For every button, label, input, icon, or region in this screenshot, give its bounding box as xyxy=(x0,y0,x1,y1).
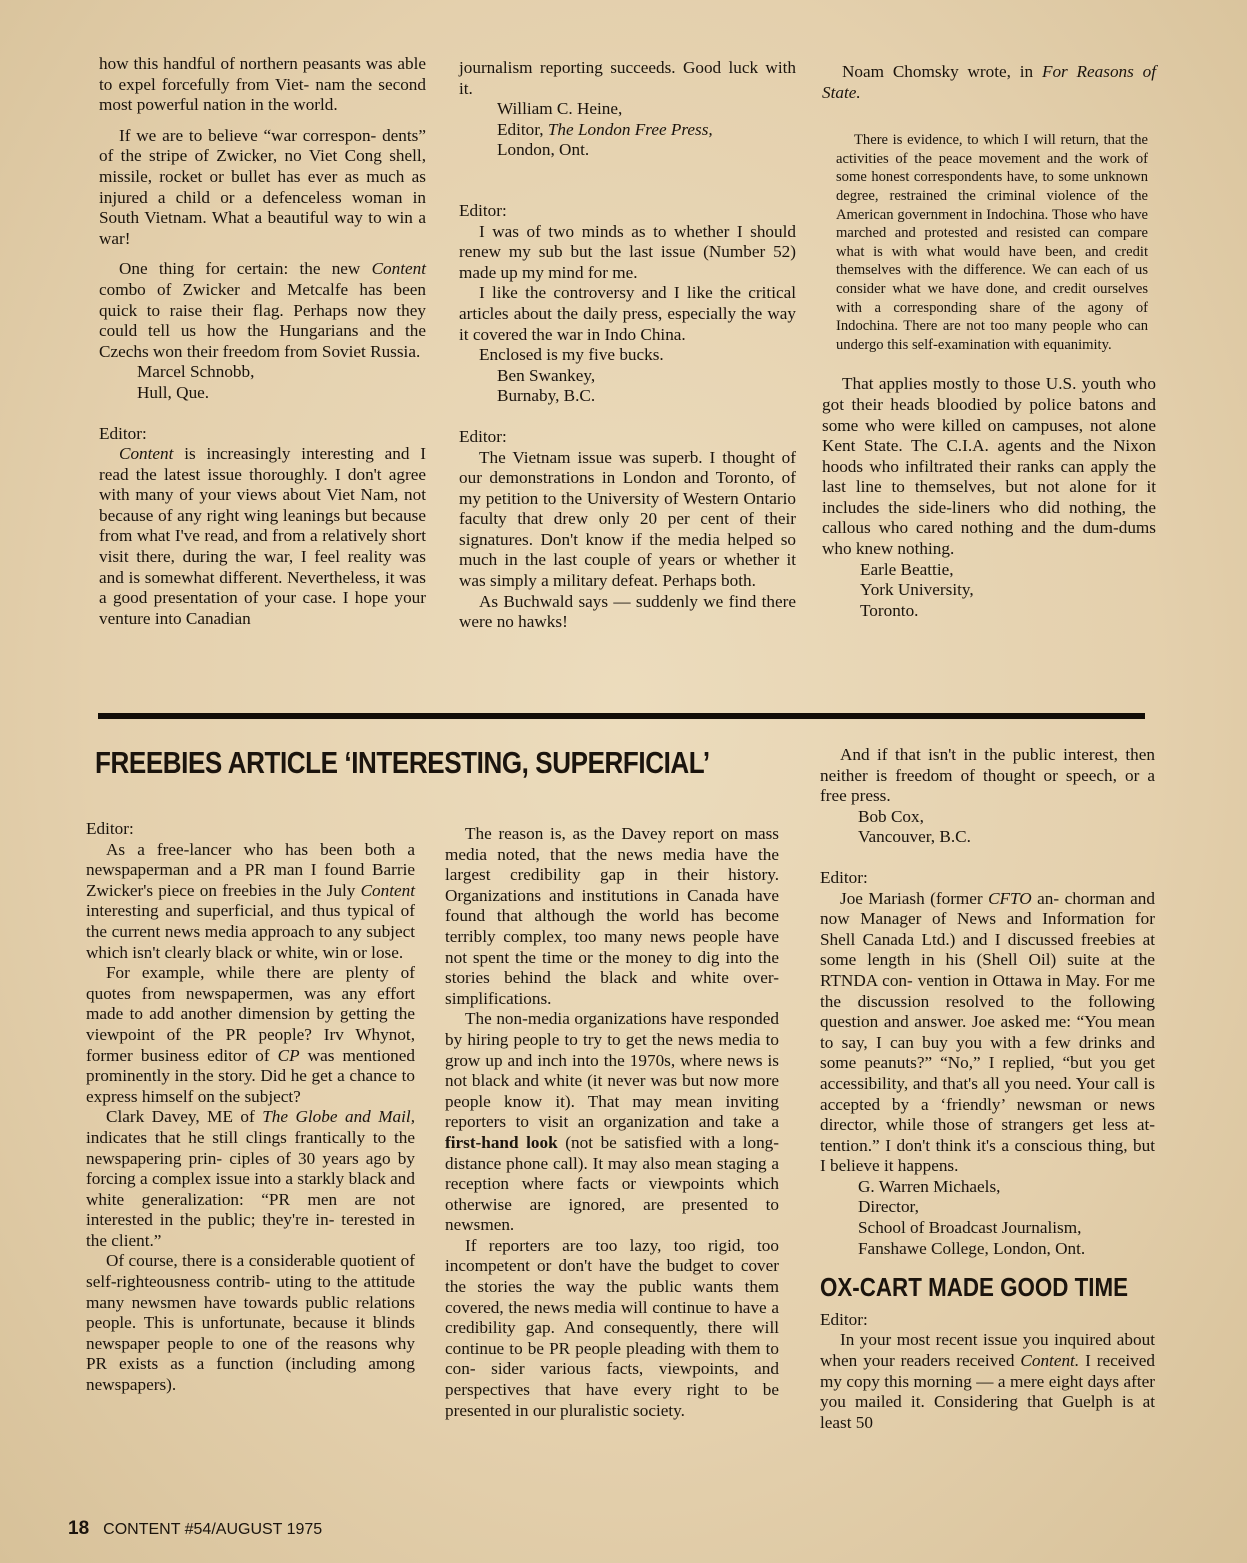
signature-affiliation: School of Broadcast Journalism, xyxy=(858,1218,1082,1238)
signature-location: Fanshawe College, London, Ont. xyxy=(858,1238,1086,1258)
paragraph: For example, while there are plenty of quotes from newspapermen, was any effort made to add another dimension by getting the viewpoint of the PR people? Irv Whynot, former business editor of CP was mentioned prominently in the story. Did he get a chance to express himself on the subject? xyxy=(86,963,415,1106)
paragraph: Noam Chomsky wrote, in For Reasons of State. xyxy=(822,62,1157,102)
block-quote: There is evidence, to which I will return, that the activities of the peace movement and the work of some honest correspondents have, to some unknown degree, restrained the criminal violence of the American government in Indochina. Those who have marched and protested and resisted can compare what is with what would have been, and credit themselves with the difference. We can each of us consider what we have done, and credit ourselves with a corresponding share of the agony of Indochina. There are not too many people who can undergo this self-examination with equanimity. xyxy=(836,132,1148,353)
editor-salutation: Editor: xyxy=(459,426,507,446)
signature-location: Toronto. xyxy=(860,600,919,620)
paragraph: Enclosed is my five bucks. xyxy=(479,345,664,365)
signature-title: Director, xyxy=(858,1197,919,1217)
editor-salutation: Editor: xyxy=(820,867,868,887)
section-divider xyxy=(98,713,1145,719)
issue-info: CONTENT #54/AUGUST 1975 xyxy=(103,1521,323,1538)
paragraph: Of course, there is a considerable quotient of self-righteousness contrib- uting to the attitude many newsmen have towards public relations people. This is unfortunate, because it blinds newspaper people to one of the reasons why PR exists as a function (including among newspapers). xyxy=(86,1251,415,1395)
article-headline: FREEBIES ARTICLE ‘INTERESTING, SUPERFICIAL’ xyxy=(95,745,710,780)
paragraph: In your most recent issue you inquired about when your readers received Content. I received my copy this morning — a mere eight days after you mailed it. Considering that Guelph is at least 50 xyxy=(820,1330,1155,1432)
signature-name: Earle Beattie, xyxy=(860,559,954,579)
paragraph: journalism reporting succeeds. Good luck with it. xyxy=(459,58,796,98)
signature-name: Bob Cox, xyxy=(858,806,924,826)
paragraph: The non-media organizations have responded by hiring people to try to get the news media to grow up and inch into the 1970s, where news is not black and white (it never was but now more people know it). That may mean inviting reporters to visit an organization and take a first-hand look (not be satisfied with a long-distance phone call). It may also mean staging a reception where facts or viewpoints which otherwise are ignored, are presented to newsmen. xyxy=(445,1009,779,1235)
signature-name: Ben Swankey, xyxy=(497,365,596,385)
signature-name: G. Warren Michaels, xyxy=(858,1176,1001,1196)
paragraph: The Vietnam issue was superb. I thought of our demonstrations in London and Toronto, of my petition to the University of Western Ontario faculty that drew only 20 per cent of their signatures. Don't know if the media helped so much in the last couple of years or whether it was simply a military defeat. Perhaps both. xyxy=(459,447,796,591)
signature-title: Editor, The London Free Press, xyxy=(497,119,713,139)
column-2-top xyxy=(459,58,796,633)
paragraph: The reason is, as the Davey report on mass media noted, that the news media have the largest credibility gap in their history. Organizations and institutions in Canada have found that although the world has become terribly complex, too many news people have not spent the time or the money to dig into the stories behind the black and white over- simplifications. xyxy=(445,824,779,1008)
paragraph: Content is increasingly interesting and I read the latest issue thoroughly. I don't agree with many of your views about Viet Nam, not because of any right wing leanings but because from what I've read, and from a relatively short visit there, during the war, I feel reality was and is somewhat different. Nevertheless, it was a good presentation of your case. I hope your venture into Canadian xyxy=(99,444,426,628)
editor-salutation: Editor: xyxy=(86,819,134,838)
paragraph: If reporters are too lazy, too rigid, too incompetent or don't have the budget to cover the stories the way the public wants them covered, the news media will continue to have a credibility gap. And consequently, there will continue to be PR people pleading with them to con- sider various facts, viewpoints, and perspectives that have every right to be presented in our pluralistic society. xyxy=(445,1235,779,1420)
section-subheading: OX-CART MADE GOOD TIME xyxy=(820,1272,1129,1303)
paragraph: I was of two minds as to whether I should renew my sub but the last issue (Number 52) made up my mind for me. xyxy=(459,221,796,282)
signature-location: Burnaby, B.C. xyxy=(497,386,596,406)
editor-salutation: Editor: xyxy=(459,200,507,220)
paragraph: Joe Mariash (former CFTO an- chorman and now Manager of News and Information for Shell Canada Ltd.) and I discussed freebies at some length in his (Shell Oil) suite at the RTNDA con- vention in Ottawa in May. For me the discussion resolved to the following question and answer. Joe asked me: “You mean to say, I can buy you with a few drinks and some peanuts?” “No,” I replied, “but you get accessibility, and that's all you need. Your call is accepted by a ‘friendly’ newsman or news director, while those of strangers get less at- tention.” I don't think it's a conscious thing, but I believe it happens. xyxy=(820,888,1155,1176)
paragraph: As Buchwald says — suddenly we find there were no hawks! xyxy=(459,591,796,632)
paragraph: I like the controversy and I like the critical articles about the daily press, especially the way it covered the war in Indo China. xyxy=(459,283,796,344)
paragraph: Clark Davey, ME of The Globe and Mail, indicates that he still clings frantically to the newspapering prin- ciples of 30 years ago by forcing a complex issue into a starkly black and white generalization: “PR men are not interested in the public; they're in- terested in the client.” xyxy=(86,1107,415,1250)
editor-salutation: Editor: xyxy=(820,1309,868,1329)
signature-name: Marcel Schnobb, xyxy=(137,362,255,382)
signature-location: London, Ont. xyxy=(497,140,590,160)
column-1-bottom xyxy=(86,819,415,1396)
editor-salutation: Editor: xyxy=(99,423,147,443)
paragraph: One thing for certain: the new Content combo of Zwicker and Metcalfe has been quick to raise their flag. Perhaps now they could tell us how the Hungarians and the Czechs won their freedom from Soviet Russia. xyxy=(99,259,426,361)
signature-location: Vancouver, B.C. xyxy=(858,827,971,847)
column-3-top xyxy=(822,62,1156,621)
column-3-bottom xyxy=(820,745,1155,1433)
paragraph: how this handful of northern peasants was able to expel forcefully from Viet- nam the second most powerful nation in the world. xyxy=(99,54,426,115)
page-footer xyxy=(68,1518,322,1540)
signature-affiliation: York University, xyxy=(860,580,974,600)
paragraph: If we are to believe “war correspon- dents” of the stripe of Zwicker, no Viet Cong shell, missile, rocket or bullet has ever as much as injured a child or a defenceless woman in South Vietnam. What a beautiful way to win a war! xyxy=(99,125,426,248)
signature-name: William C. Heine, xyxy=(497,99,623,119)
page-number: 18 xyxy=(68,1518,90,1539)
paragraph: As a free-lancer who has been both a newspaperman and a PR man I found Barrie Zwicker's piece on freebies in the July Content interesting and superficial, and thus typical of the current news media approach to any subject which isn't clearly black or white, win or lose. xyxy=(86,839,415,962)
signature-location: Hull, Que. xyxy=(137,382,210,402)
paragraph: And if that isn't in the public interest, then neither is freedom of thought or speech, or a free press. xyxy=(820,745,1155,806)
column-2-bottom xyxy=(445,824,779,1421)
column-1-top xyxy=(99,54,426,629)
paragraph: That applies mostly to those U.S. youth who got their heads bloodied by police batons and some who were killed on campuses, not alone Kent State. The C.I.A. agents and the Nixon hoods who infiltrated their ranks can apply the last line to themselves, but not alone for it includes the side-liners who did nothing, the callous who cared nothing and the dum-dums who knew nothing. xyxy=(822,374,1156,559)
